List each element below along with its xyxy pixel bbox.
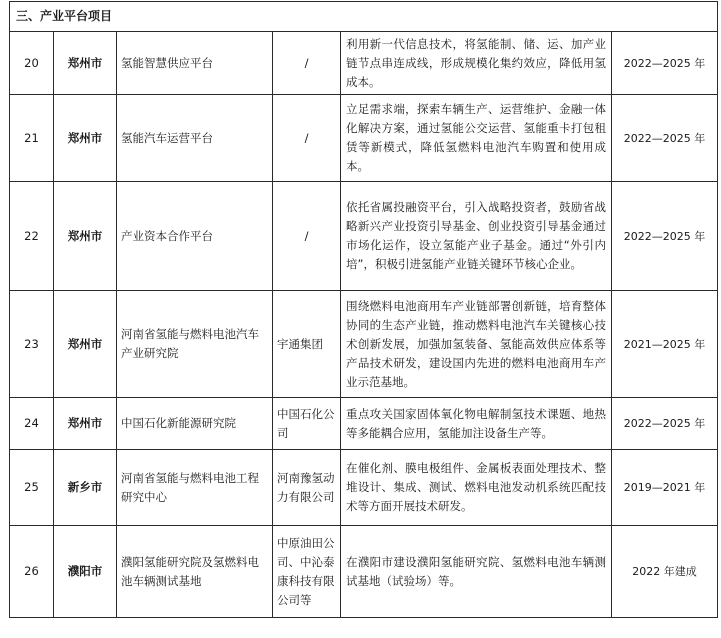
table-row bbox=[10, 32, 718, 95]
row-number: 22 bbox=[10, 182, 54, 291]
table-row bbox=[10, 398, 718, 450]
row-period: 2022—2025 年 bbox=[612, 182, 718, 291]
row-period: 2022—2025 年 bbox=[612, 32, 718, 95]
row-project-name: 河南省氢能与燃料电池工程研究中心 bbox=[117, 450, 273, 526]
row-description: 利用新一代信息技术，将氢能制、储、运、加产业链节点串连成线，形成规模化集约效应，降低用氢成本。 bbox=[341, 32, 612, 95]
row-city: 郑州市 bbox=[54, 95, 117, 182]
table-row bbox=[10, 450, 718, 526]
table-row bbox=[10, 291, 718, 398]
row-number: 23 bbox=[10, 291, 54, 398]
table-row bbox=[10, 526, 718, 618]
row-city: 濮阳市 bbox=[54, 526, 117, 618]
row-project-name: 氢能智慧供应平台 bbox=[117, 32, 273, 95]
row-period: 2019—2021 年 bbox=[612, 450, 718, 526]
row-organization: / bbox=[273, 32, 341, 95]
row-organization: 河南豫氢动力有限公司 bbox=[273, 450, 341, 526]
row-number: 21 bbox=[10, 95, 54, 182]
row-description: 重点攻关国家固体氧化物电解制氢技术课题、地热等多能耦合应用，氢能加注设备生产等。 bbox=[341, 398, 612, 450]
row-period: 2022—2025 年 bbox=[612, 95, 718, 182]
row-period: 2022—2025 年 bbox=[612, 398, 718, 450]
project-table-page bbox=[9, 1, 717, 618]
row-period: 2021—2025 年 bbox=[612, 291, 718, 398]
row-project-name: 濮阳氢能研究院及氢燃料电池车辆测试基地 bbox=[117, 526, 273, 618]
row-city: 郑州市 bbox=[54, 182, 117, 291]
row-number: 25 bbox=[10, 450, 54, 526]
row-city: 郑州市 bbox=[54, 291, 117, 398]
row-organization: 宇通集团 bbox=[273, 291, 341, 398]
section-title: 三、产业平台项目 bbox=[10, 2, 718, 32]
row-number: 20 bbox=[10, 32, 54, 95]
row-project-name: 产业资本合作平台 bbox=[117, 182, 273, 291]
row-description: 围绕燃料电池商用车产业链部署创新链，培育整体协同的生态产业链，推动燃料电池汽车关键核心技术创新发展，加强加氢装备、氢能高效供应体系等产品技术研发，建设国内先进的燃料电池商用车产业示范基地。 bbox=[341, 291, 612, 398]
row-period: 2022 年建成 bbox=[612, 526, 718, 618]
row-organization: 中国石化公司 bbox=[273, 398, 341, 450]
industry-platform-projects-table bbox=[9, 1, 718, 618]
table-row bbox=[10, 182, 718, 291]
row-number: 26 bbox=[10, 526, 54, 618]
row-number: 24 bbox=[10, 398, 54, 450]
row-description: 立足需求端，探索车辆生产、运营维护、金融一体化解决方案，通过氢能公交运营、氢能重卡打包租赁等新模式，降低氢燃料电池汽车购置和使用成本。 bbox=[341, 95, 612, 182]
row-organization: / bbox=[273, 95, 341, 182]
section-header-row bbox=[10, 2, 718, 32]
table-row bbox=[10, 95, 718, 182]
row-city: 郑州市 bbox=[54, 398, 117, 450]
row-description: 依托省属投融资平台，引入战略投资者，鼓励省战略新兴产业投资引导基金、创业投资引导基金通过市场化运作，设立氢能产业子基金。通过“外引内培”，积极引进氢能产业链关键环节核心企业。 bbox=[341, 182, 612, 291]
row-city: 郑州市 bbox=[54, 32, 117, 95]
row-organization: 中原油田公司、中沁泰康科技有限公司等 bbox=[273, 526, 341, 618]
row-project-name: 河南省氢能与燃料电池汽车产业研究院 bbox=[117, 291, 273, 398]
row-description: 在濮阳市建设濮阳氢能研究院、氢燃料电池车辆测试基地（试验场）等。 bbox=[341, 526, 612, 618]
row-city: 新乡市 bbox=[54, 450, 117, 526]
row-project-name: 中国石化新能源研究院 bbox=[117, 398, 273, 450]
row-project-name: 氢能汽车运营平台 bbox=[117, 95, 273, 182]
row-organization: / bbox=[273, 182, 341, 291]
row-description: 在催化剂、膜电极组件、金属板表面处理技术、整堆设计、集成、测试、燃料电池发动机系统匹配技术等方面开展技术研发。 bbox=[341, 450, 612, 526]
